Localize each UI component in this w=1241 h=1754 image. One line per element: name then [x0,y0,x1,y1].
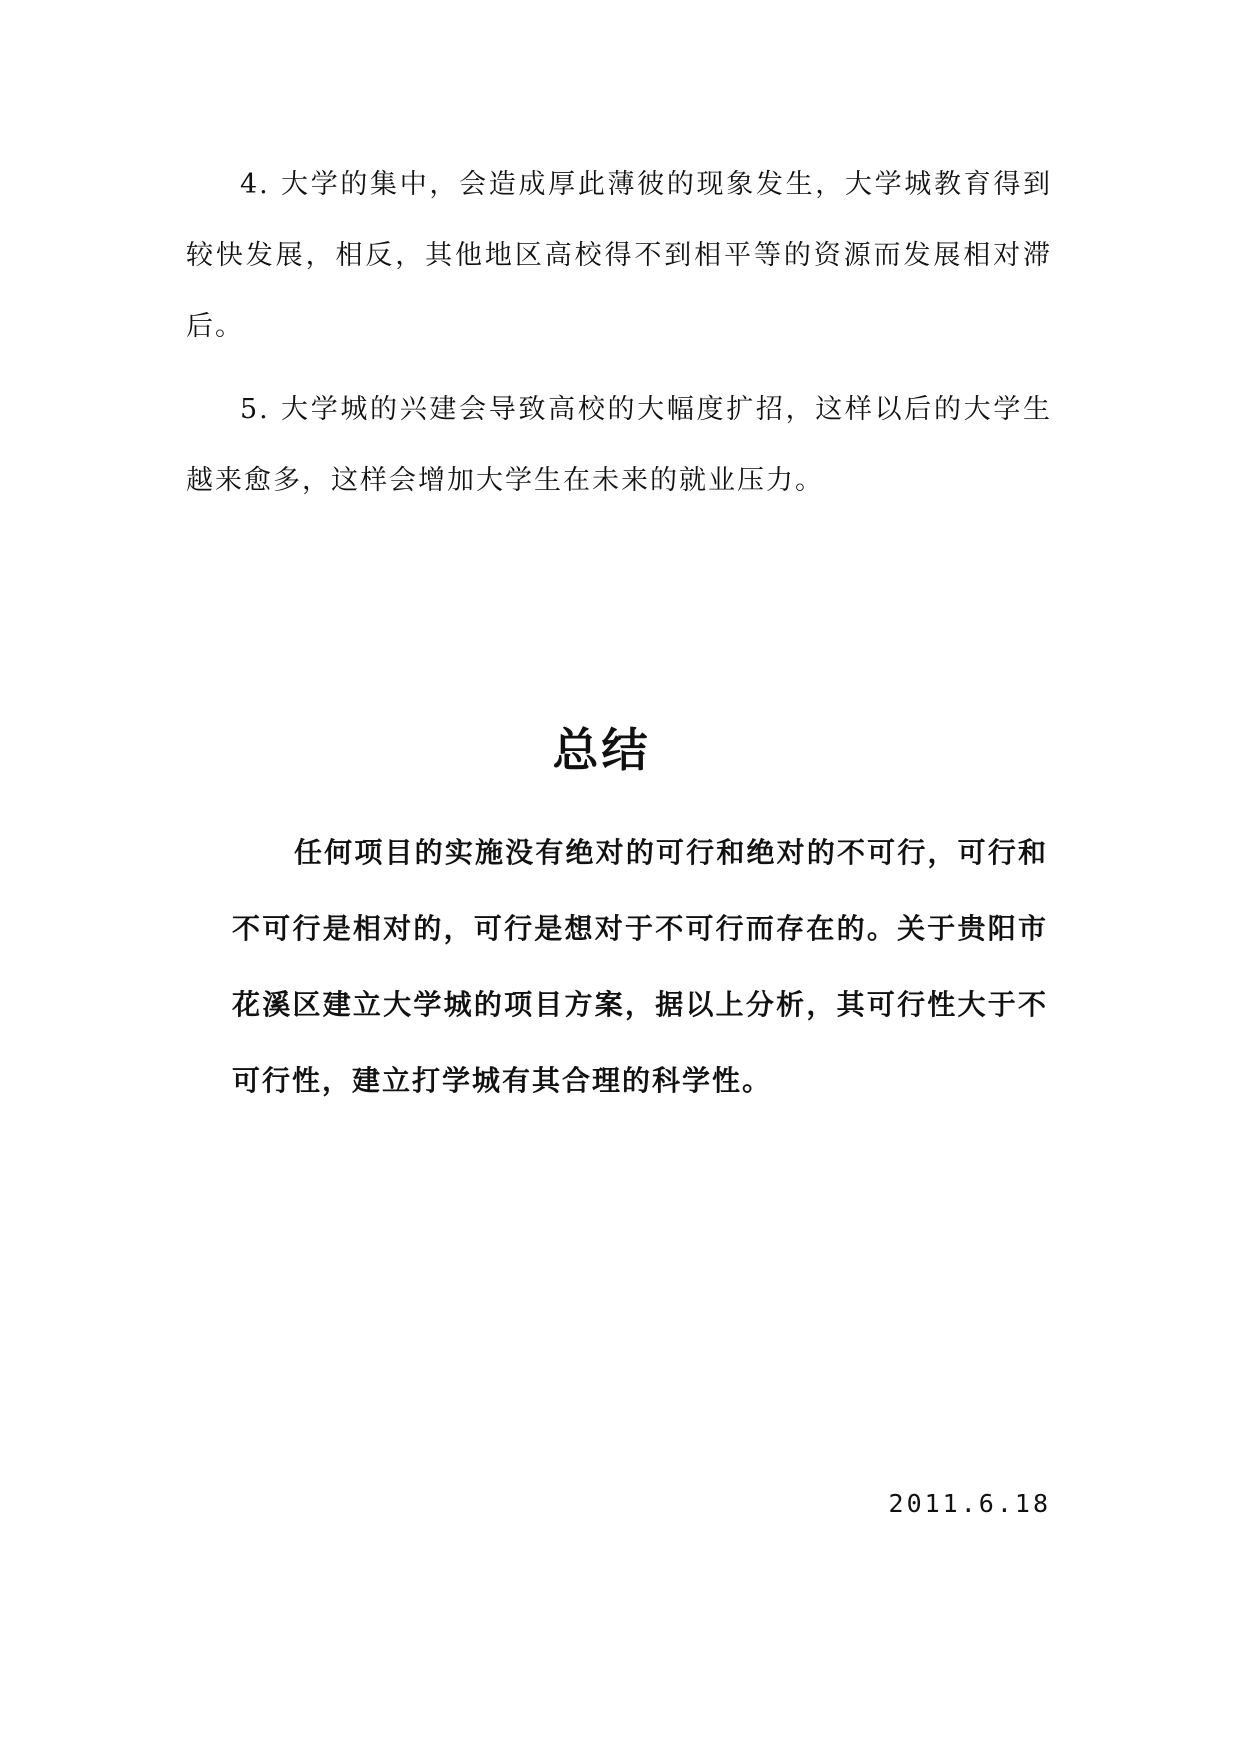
paragraph-point-5: 5. 大学城的兴建会导致高校的大幅度扩招，这样以后的大学生越来愈多，这样会增加大学生在未来的就业压力。 [186,394,1052,496]
document-date: 2011.6.18 [888,1489,1051,1518]
summary-paragraph: 任何项目的实施没有绝对的可行和绝对的不可行，可行和不可行是相对的，可行是想对于不可行而存在的。关于贵阳市花溪区建立大学城的项目方案，据以上分析，其可行性大于不可行性，建立打学城有其合理的科学性。 [232,836,1048,1097]
summary-heading: 总结 [552,723,651,777]
paragraph-point-4: 4. 大学的集中，会造成厚此薄彼的现象发生，大学城教育得到较快发展，相反，其他地区高校得不到相平等的资源而发展相对滞后。 [186,169,1052,342]
